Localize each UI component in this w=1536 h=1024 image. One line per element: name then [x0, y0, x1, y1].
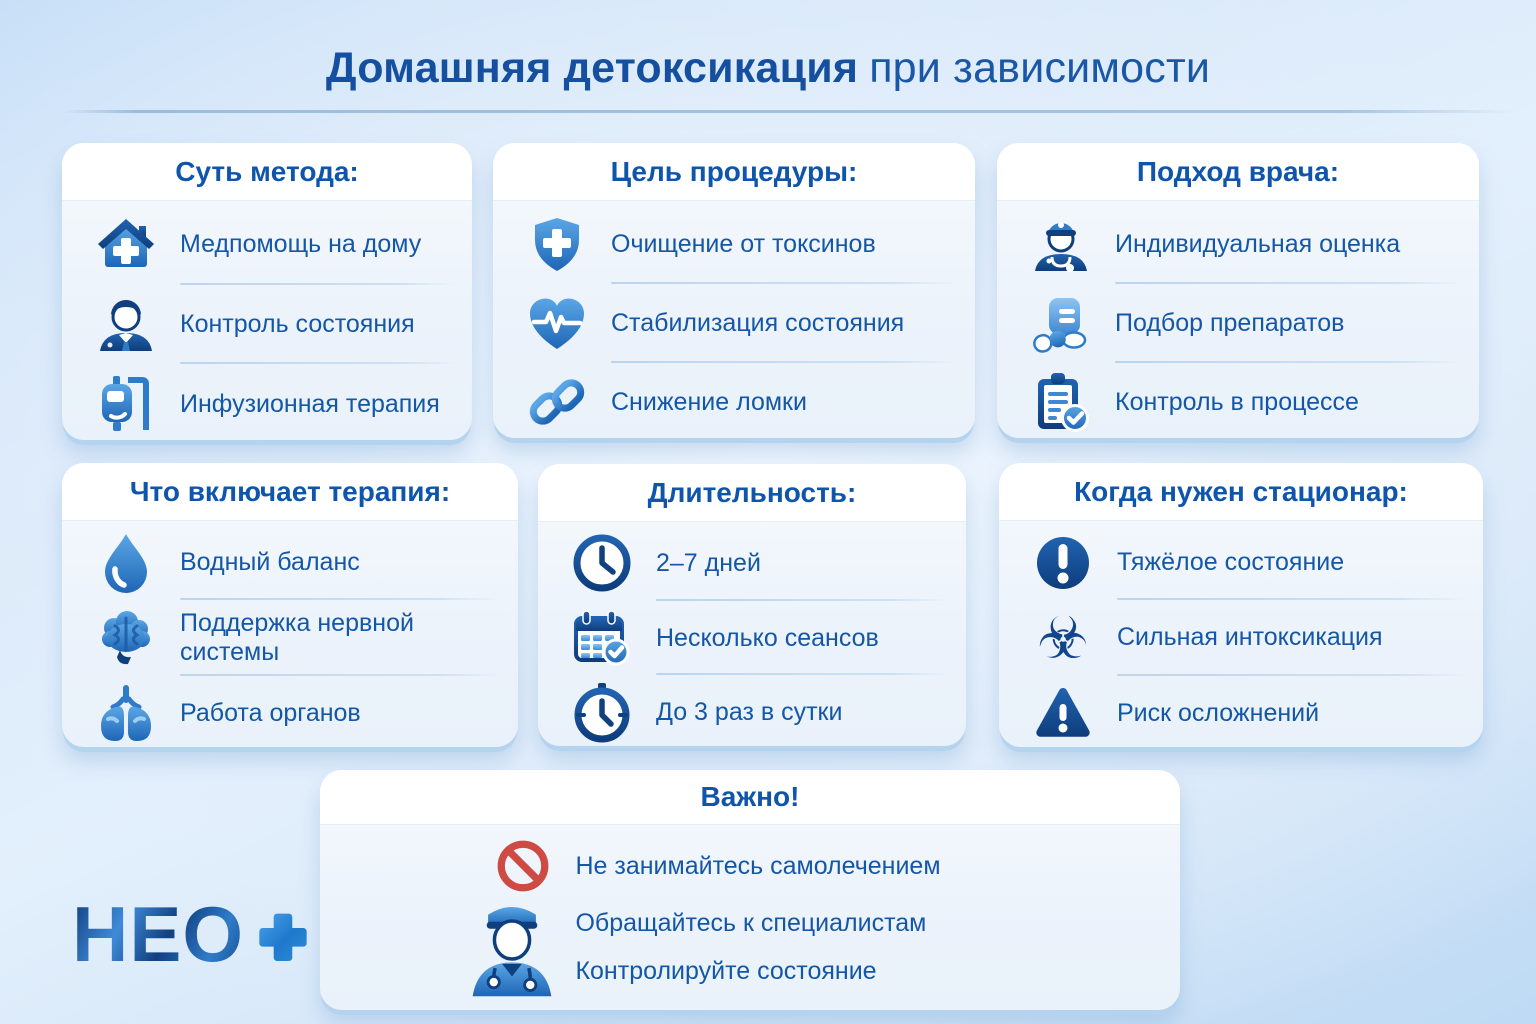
list-item: [493, 363, 975, 438]
card-body: [62, 521, 518, 747]
item-label: Контроль в процессе: [1115, 388, 1359, 416]
item-label: Очищение от токсинов: [611, 230, 876, 258]
calendar-check-icon: [570, 606, 634, 670]
title-divider: [62, 110, 1514, 113]
list-item: [999, 525, 1483, 600]
card-body: [538, 522, 966, 746]
item-label: Снижение ломки: [611, 388, 807, 416]
item-label: Не занимайтесь самолечением: [575, 851, 941, 880]
card-body: [491, 837, 940, 999]
list-item: [997, 284, 1479, 363]
exclamation-circle-icon: [1031, 531, 1095, 595]
list-item: [538, 675, 966, 746]
list-item: [538, 526, 966, 601]
lungs-icon: [94, 681, 158, 745]
chain-link-icon: [525, 371, 589, 435]
clipboard-check-icon: [1029, 371, 1093, 435]
card-body: [997, 201, 1479, 438]
card-duration: [538, 464, 966, 746]
list-item: [999, 676, 1483, 747]
list-item: [62, 285, 472, 365]
item-label: Контроль состояния: [180, 310, 415, 338]
card-important: [320, 770, 1180, 1010]
list-item: [493, 205, 975, 284]
list-item: [62, 205, 472, 285]
card-title: Суть метода:: [62, 143, 472, 201]
item-label: Медпомощь на дому: [180, 230, 422, 259]
biohazard-icon: [1031, 603, 1095, 672]
item-label: Риск осложнений: [1117, 698, 1320, 727]
brain-icon: [94, 606, 158, 670]
shield-cross-icon: [525, 213, 589, 277]
page-title: [0, 44, 1536, 93]
item-label: Индивидуальная оценка: [1115, 230, 1401, 258]
doctor-cap-icon: [1029, 213, 1093, 277]
heart-pulse-icon: [525, 292, 589, 356]
card-body: [493, 201, 975, 438]
biohazard-glyph: ☣: [1037, 603, 1089, 672]
list-item: [493, 284, 975, 363]
card-body: [62, 201, 472, 440]
list-item: [62, 364, 472, 440]
item-label: Контролируйте состояние: [575, 956, 877, 985]
item-label: До 3 раз в сутки: [656, 698, 843, 727]
card-title: Подход врача:: [997, 143, 1479, 201]
card-doctor-approach: [997, 143, 1479, 438]
surgeon-icon: [466, 895, 558, 999]
list-item: [997, 205, 1479, 284]
logo-neo-plus: [72, 890, 316, 978]
item-label: Поддержка нервной системы: [180, 608, 414, 666]
item-label: Несколько сеансов: [656, 623, 879, 652]
item-label: Тяжёлое состояние: [1117, 548, 1345, 577]
card-when-hospital: [999, 463, 1483, 747]
timer-icon: [570, 681, 634, 745]
doctor-icon: [94, 293, 158, 357]
warning-triangle-icon: [1031, 681, 1095, 745]
water-drop-icon: [94, 531, 158, 595]
card-procedure-goal: [493, 143, 975, 438]
card-title: Цель процедуры:: [493, 143, 975, 201]
logo-text: НЕО: [72, 890, 245, 978]
house-medical-icon: [94, 213, 158, 277]
item-label: Обращайтесь к специалистам: [575, 908, 927, 937]
item-label: Работа органов: [180, 698, 361, 727]
list-item: [62, 600, 518, 675]
card-title: Что включает терапия:: [62, 463, 518, 521]
list-item: [999, 600, 1483, 675]
no-entry-icon: [491, 837, 555, 895]
card-body: [999, 521, 1483, 747]
page-title-emphasis: Домашняя детоксикация: [325, 44, 859, 92]
card-method-essence: [62, 143, 472, 440]
page-title-rest: при зависимости: [869, 44, 1211, 92]
list-item: [538, 601, 966, 676]
list-item: [997, 363, 1479, 438]
item-label: Водный баланс: [180, 548, 360, 577]
item-label: Стабилизация состояния: [611, 309, 905, 337]
list-item: [62, 525, 518, 600]
item-label: Подбор препаратов: [1115, 309, 1345, 337]
iv-bag-icon: [94, 372, 158, 436]
card-therapy-includes: [62, 463, 518, 747]
item-label: Сильная интоксикация: [1117, 623, 1383, 652]
card-title: Когда нужен стационар:: [999, 463, 1483, 521]
item-label: Инфузионная терапия: [180, 389, 440, 418]
card-title: Длительность:: [538, 464, 966, 522]
plus-icon: [250, 901, 316, 967]
pills-icon: [1029, 292, 1093, 356]
clock-icon: [570, 531, 634, 595]
list-item: [62, 676, 518, 747]
item-label: 2–7 дней: [656, 548, 761, 577]
card-title: Важно!: [320, 770, 1180, 825]
